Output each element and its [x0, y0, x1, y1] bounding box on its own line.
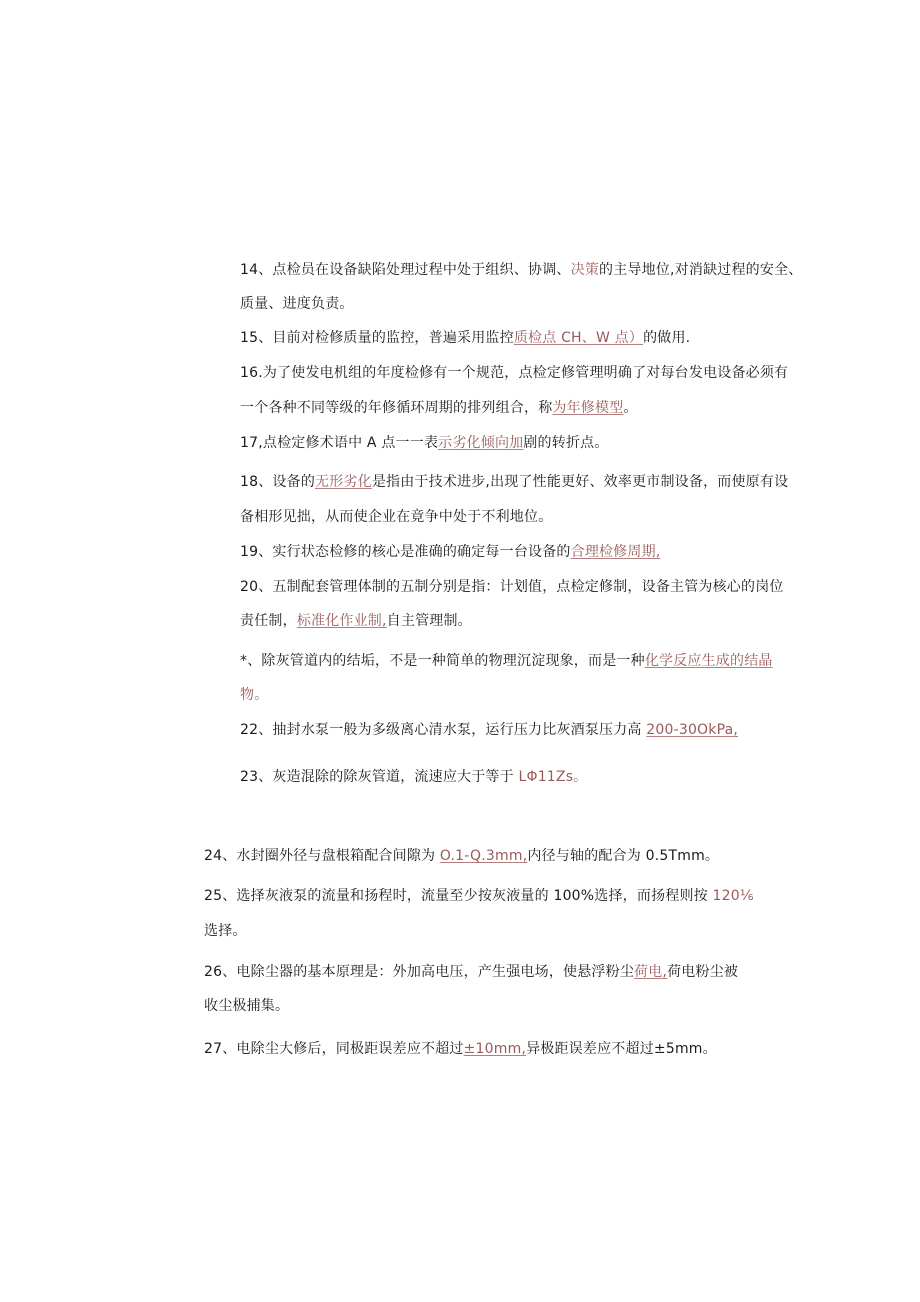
- q17-answer: 示劣化倾向加: [438, 435, 524, 451]
- q15-text-pre: 15、目前对检修质量的监控，普遍采用监控: [240, 330, 514, 346]
- q20-answer: 标准化作业制,: [296, 613, 387, 629]
- q23-text-pre: 23、灰造混除的除灰管道，流速应大于等于: [240, 769, 519, 785]
- q16-line1: [240, 364, 788, 382]
- q21-answer: 化学反应生成的结晶: [644, 653, 773, 669]
- q16-text-line1: 16.为了使发电机组的年度检修有一个规范，点检定修管理明确了对每台发电设备必须有: [240, 365, 789, 381]
- q24-text-post: 内径与轴的配合为 0.5Tmm。: [527, 848, 720, 864]
- q14-line1: [240, 261, 802, 279]
- q16-line2: [240, 399, 638, 417]
- q20-line2: [240, 612, 472, 630]
- q20-text-post: 自主管理制。: [386, 613, 472, 629]
- q14-text-pre: 14、点检员在设备缺陷处理过程中处于组织、协调、: [240, 262, 571, 278]
- q27-answer: ±10mm,: [463, 1041, 527, 1057]
- q14-text-post: 的主导地位,对消缺过程的安全、: [599, 262, 803, 278]
- q23-line: [240, 768, 587, 786]
- q25-text-cont: 选择。: [204, 923, 247, 939]
- q18-line1: [240, 473, 788, 491]
- q24-line: [204, 847, 719, 865]
- q15-answer: 质检点 CH、W 点）: [513, 330, 644, 346]
- q21-text-pre: *、除灰管道内的结垢，不是一种简单的物理沉淀现象，而是一种: [240, 653, 645, 669]
- q22-text-pre: 22、抽封水泵一般为多级离心清水泵，运行压力比灰酒泵压力高: [240, 722, 647, 738]
- q22-answer: 200-30OkPa,: [646, 722, 739, 738]
- q22-line: [240, 721, 738, 739]
- q23-answer: LΦ11Zs。: [518, 769, 588, 785]
- q17-line: [240, 434, 609, 452]
- q25-line2: [204, 922, 247, 940]
- q20-text-pre: 责任制，: [240, 613, 297, 629]
- q21-line2: [240, 686, 268, 704]
- q24-answer: O.1-Q.3mm,: [439, 848, 528, 864]
- q18-answer: 无形劣化: [315, 474, 372, 490]
- q16-text-pre: 一个各种不同等级的年修循环周期的排列组合，称: [240, 400, 553, 416]
- q15-text-post: 的做用.: [643, 330, 691, 346]
- q15-line: [240, 329, 690, 347]
- q21-line1: [240, 652, 773, 670]
- q27-text-pre: 27、电除尘大修后，同极距误差应不超过: [204, 1041, 464, 1057]
- q19-text-pre: 19、实行状态检修的核心是准确的确定每一台设备的: [240, 544, 571, 560]
- q17-text-pre: 17,点检定修术语中 A 点一一表: [240, 435, 439, 451]
- q20-line1: [240, 578, 784, 596]
- q19-line: [240, 543, 660, 561]
- q18-line2: [240, 508, 552, 526]
- q26-line2: [204, 997, 289, 1015]
- q26-text-pre: 26、电除尘器的基本原理是：外加高电压，产生强电场，使悬浮粉尘: [204, 964, 635, 980]
- q14-text-cont: 质量、进度负责。: [240, 296, 354, 312]
- q27-line: [204, 1040, 717, 1058]
- q25-answer: 120⅙: [712, 888, 754, 904]
- q26-answer: 荷电,: [634, 964, 668, 980]
- q25-line1: [204, 887, 754, 905]
- q17-text-post: 剧的转折点。: [523, 435, 609, 451]
- q20-text-line1: 20、五制配套管理体制的五制分别是指：计划值，点检定修制，设备主管为核心的岗位: [240, 579, 784, 595]
- q18-text-cont: 备相形见拙，从而使企业在竟争中处于不利地位。: [240, 509, 553, 525]
- q16-answer: 为年修模型: [552, 400, 624, 416]
- q18-text-post: 是指由于技术进步,出现了性能更好、效率更市制设备，而使原有设: [371, 474, 789, 490]
- q24-text-pre: 24、水封圈外径与盘根箱配合间隙为: [204, 848, 440, 864]
- q19-answer: 合理检修周期,: [570, 544, 661, 560]
- q25-text-pre: 25、选择灰液泵的流量和扬程时，流量至少按灰液量的 100%选择，而扬程则按: [204, 888, 713, 904]
- q27-text-post: 异极距误差应不超过±5mm。: [526, 1041, 717, 1057]
- q26-line1: [204, 963, 738, 981]
- q14-line2: [240, 295, 354, 313]
- q14-answer: 决策: [570, 262, 600, 278]
- q26-text-cont: 收尘极捕集。: [204, 998, 290, 1014]
- q18-text-pre: 18、设备的: [240, 474, 316, 490]
- q21-answer-cont: 物。: [240, 687, 269, 703]
- q26-text-post: 荷电粉尘被: [667, 964, 739, 980]
- q16-text-post: 。: [623, 400, 638, 416]
